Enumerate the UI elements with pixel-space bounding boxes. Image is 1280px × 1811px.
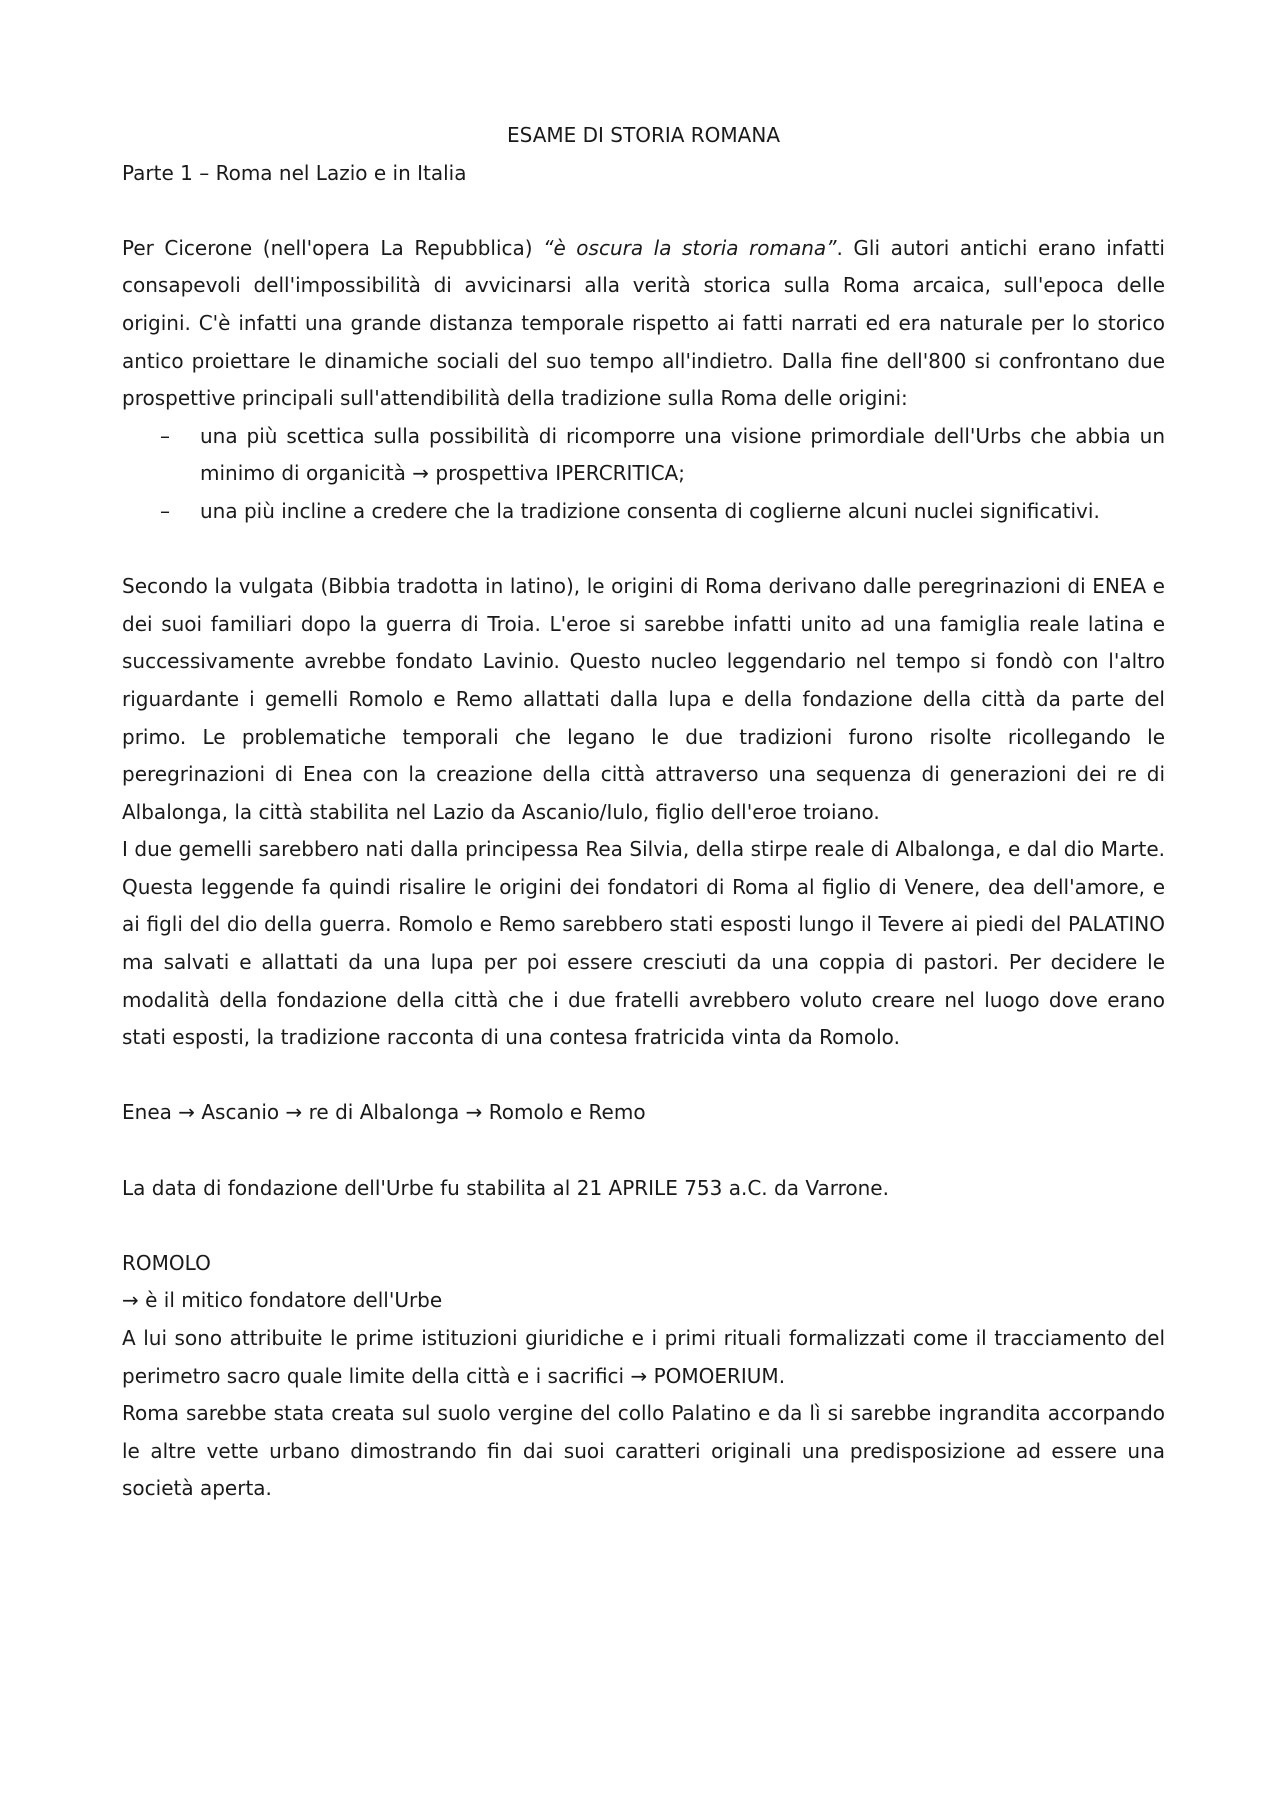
intro-text-before-quote: Per Cicerone (nell'opera La Repubblica): [122, 235, 544, 260]
dash-bullet: –: [160, 498, 170, 523]
cicero-quote: “è oscura la storia romana”: [543, 235, 837, 260]
list-item: [122, 418, 1165, 493]
lineage-line: Enea → Ascanio → re di Albalonga → Romolo e Remo: [122, 1100, 646, 1125]
romolo-palatino-paragraph: Roma sarebbe stata creata sul suolo vergine del collo Palatino e da lì si sarebbe ingrandita accorpando le altre vette urbano dimostrando fin dai suoi caratteri originali una predisposizione ad essere una società aperta.: [122, 1401, 1165, 1501]
list-item-text: una più scettica sulla possibilità di ricomporre una visione primordiale dell'Urbs che abbia un minimo di organicità → prospettiva IPERCRITICA;: [200, 423, 1165, 486]
list-item: [122, 493, 1165, 531]
blank-line: [122, 1207, 1165, 1245]
founding-date-line: La data di fondazione dell'Urbe fu stabilita al 21 APRILE 753 a.C. da Varrone.: [122, 1175, 889, 1200]
intro-paragraph: [122, 230, 1165, 418]
document-page: [122, 117, 1165, 1508]
part-heading: Parte 1 – Roma nel Lazio e in Italia: [122, 160, 467, 185]
document-title: ESAME DI STORIA ROMANA: [507, 123, 780, 147]
blank-line: [122, 531, 1165, 569]
list-item-text: una più incline a credere che la tradizione consenta di coglierne alcuni nuclei significativi.: [200, 498, 1100, 523]
perspectives-list: [122, 418, 1165, 531]
romolo-institutions-paragraph: A lui sono attribuite le prime istituzioni giuridiche e i primi rituali formalizzati come il tracciamento del perimetro sacro quale limite della città e i sacrifici → POMOERIUM.: [122, 1326, 1165, 1388]
romolo-heading: ROMOLO: [122, 1250, 211, 1275]
blank-line: [122, 1132, 1165, 1170]
romolo-founder-line: → è il mitico fondatore dell'Urbe: [122, 1288, 443, 1313]
blank-line: [122, 1057, 1165, 1095]
vulgata-paragraph: Secondo la vulgata (Bibbia tradotta in latino), le origini di Roma derivano dalle peregrinazioni di ENEA e dei suoi familiari dopo la guerra di Troia. L'eroe si sarebbe infatti unito ad una famiglia reale latina e successivamente avrebbe fondato Lavinio. Questo nucleo leggendario nel tempo si fondò con l'altro riguardante i gemelli Romolo e Remo allattati dalla lupa e della fondazione della città da parte del primo. Le problematiche temporali che legano le due tradizioni furono risolte ricollegando le peregrinazioni di Enea con la creazione della città attraverso una sequenza di generazioni dei re di Albalonga, la città stabilita nel Lazio da Ascanio/Iulo, figlio dell'eroe troiano.: [122, 574, 1165, 824]
dash-bullet: –: [160, 423, 170, 448]
twins-paragraph: I due gemelli sarebbero nati dalla principessa Rea Silvia, della stirpe reale di Albalonga, e dal dio Marte. Questa leggende fa quindi risalire le origini dei fondatori di Roma al figlio di Venere, dea dell'amore, e ai figli del dio della guerra. Romolo e Remo sarebbero stati esposti lungo il Tevere ai piedi del PALATINO ma salvati e allattati da una lupa per poi essere cresciuti da una coppia di pastori. Per decidere le modalità della fondazione della città che i due fratelli avrebbero voluto creare nel luogo dove erano stati esposti, la tradizione racconta di una contesa fratricida vinta da Romolo.: [122, 837, 1165, 1050]
intro-text-after-quote: . Gli autori antichi erano infatti consapevoli dell'impossibilità di avvicinarsi alla verità storica sulla Roma arcaica, sull'epoca delle origini. C'è infatti una grande distanza temporale rispetto ai fatti narrati ed era naturale per lo storico antico proiettare le dinamiche sociali del suo tempo all'indietro. Dalla fine dell'800 si confrontano due prospettive principali sull'attendibilità della tradizione sulla Roma delle origini:: [122, 235, 1165, 411]
